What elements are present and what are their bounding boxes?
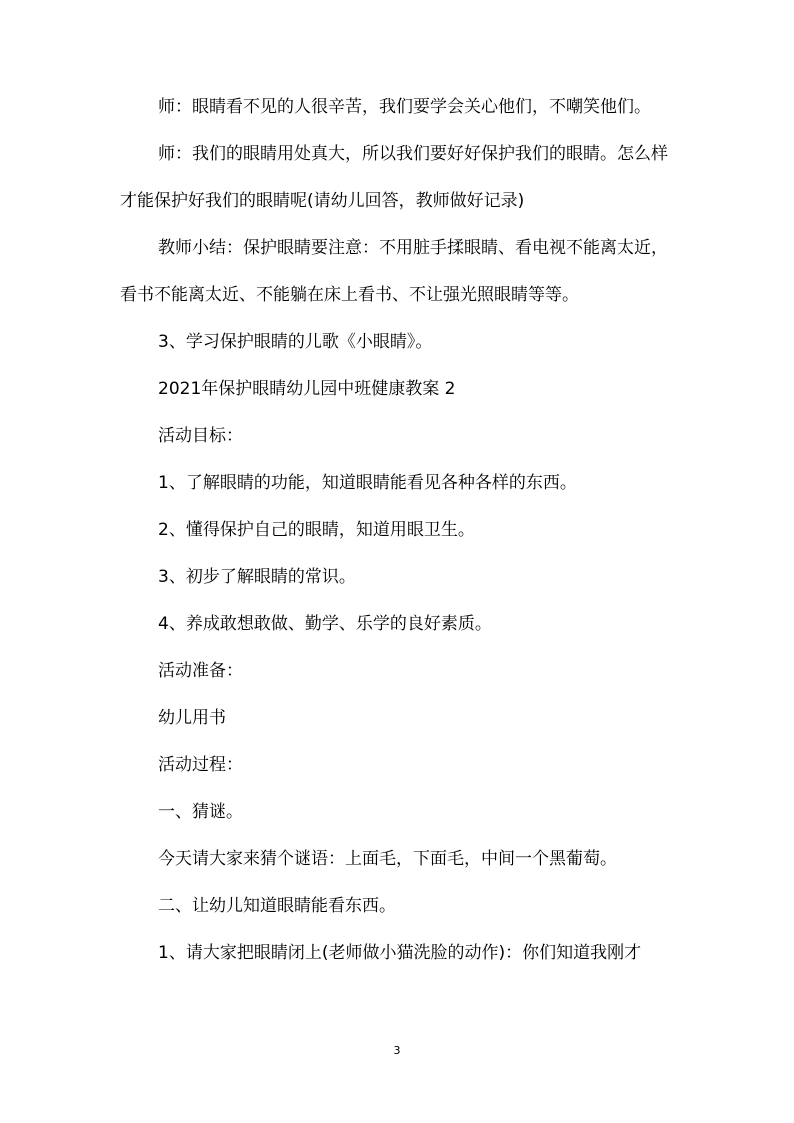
paragraph-learn-song: 3、学习保护眼睛的儿歌《小眼睛》。	[158, 332, 433, 352]
preparation-item: 幼儿用书	[158, 708, 226, 728]
process-step-eyes-see: 二、让幼儿知道眼睛能看东西。	[158, 896, 396, 916]
goal-item-4: 4、养成敢想敢做、勤学、乐学的良好素质。	[158, 614, 492, 634]
process-step-riddle: 一、猜谜。	[158, 802, 243, 822]
section-title: 2021年保护眼睛幼儿园中班健康教案 2	[158, 379, 456, 399]
heading-activity-goals: 活动目标：	[158, 426, 243, 446]
goal-item-2: 2、懂得保护自己的眼睛，知道用眼卫生。	[158, 520, 475, 540]
heading-activity-preparation: 活动准备：	[158, 661, 243, 681]
paragraph-close-eyes: 1、请大家把眼睛闭上(老师做小猫洗脸的动作)：你们知道我刚才	[158, 943, 642, 963]
page-number: 3	[393, 1044, 401, 1057]
paragraph-teacher-care: 师：眼睛看不见的人很辛苦，我们要学会关心他们，不嘲笑他们。	[158, 97, 651, 117]
heading-activity-process: 活动过程：	[158, 755, 243, 775]
goal-item-1: 1、了解眼睛的功能，知道眼睛能看见各种各样的东西。	[158, 473, 577, 493]
paragraph-teacher-protect: 师：我们的眼睛用处真大，所以我们要好好保护我们的眼睛。怎么样才能保护好我们的眼睛呢(请幼儿回答，教师做好记录)	[120, 144, 668, 211]
paragraph-riddle: 今天请大家来猜个谜语：上面毛，下面毛，中间一个黑葡萄。	[158, 849, 617, 869]
paragraph-teacher-summary: 教师小结：保护眼睛要注意：不用脏手揉眼睛、看电视不能离太近，看书不能离太近、不能躺在床上看书、不让强光照眼睛等等。	[120, 238, 668, 305]
goal-item-3: 3、初步了解眼睛的常识。	[158, 567, 356, 587]
